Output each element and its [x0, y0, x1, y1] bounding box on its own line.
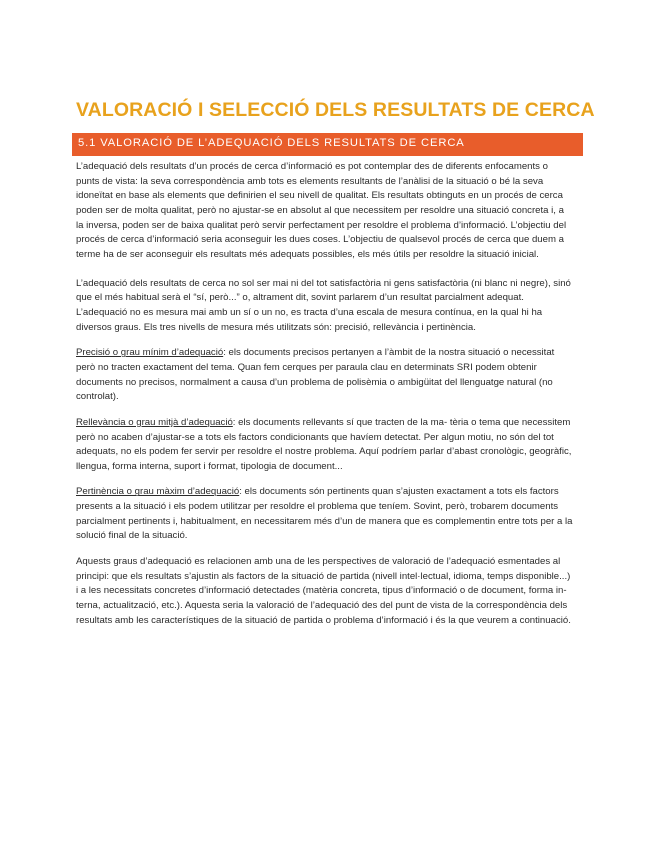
definition-term: Rellevància o grau mitjà d’adequació — [76, 416, 233, 428]
body-paragraph: L’adequació dels resultats d’un procés de cerca d’informació es pot contemplar des de diferents enfocaments o punts de vista: la seva correspondència amb tots es elements resultants de l’anàlisi de la situació o bé la seva idoneïtat en base als elements que definirien el seu nivell de qualitat. Els resultats obtinguts en un procés de cerca poden ser de molta qualitat, però no ajustar-se en absolut al que necessitem per resoldre una situació concreta i, a la inversa, poden ser de baixa qualitat però servir perfectament per resoldre el problema d’informació. L’objectiu del procés de cerca d’informació seria aconseguir les dues coses. L’objectiu de qualsevol procés de cerca que duem a terme ha de ser aconseguir els resultats més adequats possibles, els més útils per resoldre la situació inicial. — [76, 161, 567, 260]
definition-text: : els documents precisos pertanyen a l’àmbit de la nostra situació o necessitat però no tracten exactament del tema. Quan fem cerques per paraula clau en determinats SRI podem obtenir documents no precisos, normalment a causa d’un problema de polisèmia o ambigüitat del llenguatge natural (no controlat). — [76, 347, 555, 403]
page-title: VALORACIÓ I SELECCIÓ DELS RESULTATS DE CERCA — [76, 99, 595, 121]
definition-text: : els documents rellevants sí que tracten de la ma- tèria o tema que necessitem però no acaben d’ajustar-se a tots els factors condicionants que havíem detectat. Per algun motiu, no són del tot adequats, no els podem fer servir per resoldre el nostre problema. Aquí podríem parlar d’abast cronològic, geogràfic, llengua, forma interna, suport i format, tipologia de document... — [76, 416, 572, 472]
section-heading: 5.1 VALORACIÓ DE L’ADEQUACIÓ DELS RESULTATS DE CERCA — [78, 137, 465, 149]
body-paragraph: L’adequació dels resultats de cerca no sol ser mai ni del tot satisfactòria ni gens satisfactòria (ni blanc ni negre), sinó que el més habitual serà el “sí, però...” o, altrament dit, sovint parlarem d’un resultat parcialment adequat. L’adequació no es mesura mai amb un sí o un no, es tracta d’una escala de mesura contínua, en la qual hi ha diversos graus. Els tres nivells de mesura més utilitzats són: precisió, rellevància i pertinència. — [76, 277, 571, 333]
definition-precision — [76, 346, 573, 405]
definition-relevance — [76, 416, 573, 475]
definition-pertinence — [76, 485, 573, 544]
section-heading-bar — [72, 133, 583, 156]
definition-text: : els documents són pertinents quan s’ajusten exactament a tots els factors presents a la situació i els podem utilitzar per resoldre el problema que teníem. Sovint, però, trobarem documents parcialment pertinents i, habitualment, en necessitarem més d’un de manera que es complementin entre tots per a la solució final de la situació. — [76, 486, 573, 542]
definition-term: Pertinència o grau màxim d’adequació — [76, 486, 240, 498]
document-body — [76, 160, 573, 639]
definition-term: Precisió o grau mínim d’adequació — [76, 347, 224, 359]
closing-paragraph: Aquests graus d’adequació es relacionen amb una de les perspectives de valoració de l’adequació esmentades al principi: que els resultats s’ajustin als factors de la situació de partida (nivell intel·lectual, idioma, temps disponible...) i a les necessitats concretes d’informació detectades (matèria concreta, tipus d’informació o de document, forma in- terna, actualització, etc.). Aquesta seria la valoració de l’adequació des del punt de vista de la correspondència dels resultats amb les característiques de la situació de partida o problema d’informació i és la que veurem a continuació. — [76, 556, 571, 626]
